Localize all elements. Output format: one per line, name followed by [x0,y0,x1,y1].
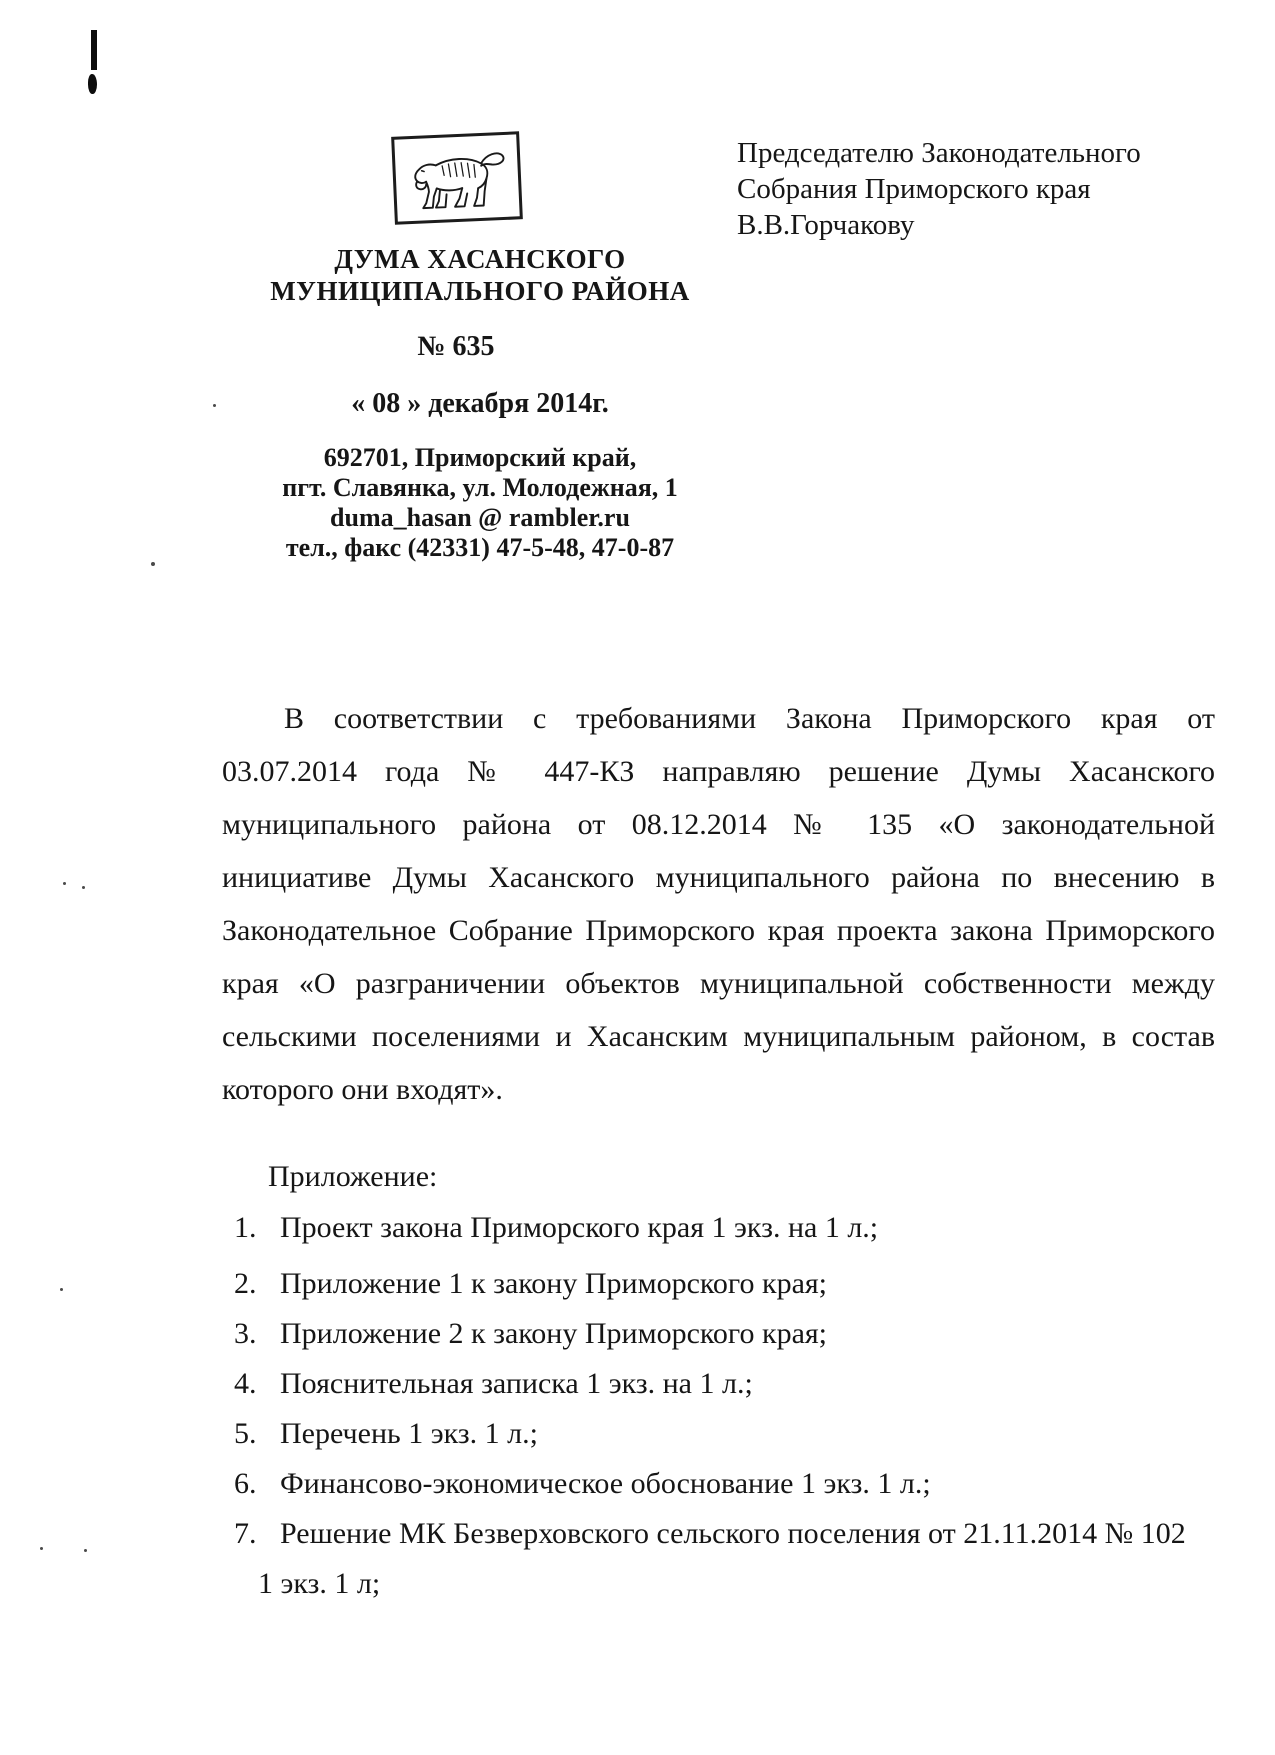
attachment-item-continuation: 1 экз. 1 л; [258,1567,381,1600]
body-line: которого они входят». [222,1073,503,1106]
body-line: края «О разграничении объектов муниципальной собственности между [222,967,1215,1000]
attachment-item-number: 6. [234,1467,257,1500]
org-address [250,443,710,563]
attachment-item-number: 7. [234,1517,257,1550]
body-paragraph [222,692,1215,1116]
addressee-line1: Председателю Законодательного [737,137,1141,169]
addressee-line2: Собрания Приморского края [737,173,1091,205]
tiger-emblem [391,131,523,224]
attachment-item [234,1416,1234,1452]
attachment-item-text: Приложение 2 к закону Приморского края; [280,1317,828,1350]
attachment-item [234,1466,1234,1502]
scan-artifact-dot [82,886,85,889]
attachments-list [234,1210,1234,1616]
attachment-item [234,1316,1234,1352]
attachment-item-number: 3. [234,1317,257,1350]
org-name [250,243,710,307]
attachments-title: Приложение: [268,1160,438,1193]
tiger-emblem-icon [402,141,513,216]
attachment-item-number: 4. [234,1367,257,1400]
body-line: 03.07.2014 года № 447-КЗ направляю решение Думы Хасанского [222,755,1215,788]
attachment-item [234,1210,1234,1246]
body-line: инициативе Думы Хасанского муниципального района по внесению в [222,861,1215,894]
org-name-line2: МУНИЦИПАЛЬНОГО РАЙОНА [270,276,690,306]
org-address-line1: 692701, Приморский край, [323,443,637,472]
addressee-line3: В.В.Горчакову [737,209,915,241]
scan-artifact-dot [151,562,155,566]
body-line: сельскими поселениями и Хасанским муниципальным районом, в состав [222,1020,1215,1053]
doc-number: № 635 [417,331,495,362]
addressee [737,135,1177,243]
attachment-item [234,1516,1234,1552]
attachment-item-text: Пояснительная записка 1 экз. на 1 л.; [280,1367,753,1400]
scan-artifact-bar [91,30,97,70]
scan-artifact-blob [88,74,97,94]
attachment-item-text: Проект закона Приморского края 1 экз. на 1 л.; [280,1211,879,1244]
body-line: муниципального района от 08.12.2014 № 135 «О законодательной [222,808,1215,841]
attachment-item-text: Перечень 1 экз. 1 л.; [280,1417,538,1450]
scan-artifact-dot [84,1549,87,1552]
scan-artifact-dot [63,882,66,885]
attachment-item-number: 5. [234,1417,257,1450]
scan-artifact-dot [40,1547,43,1550]
attachment-item-text: Решение МК Безверховского сельского поселения от 21.11.2014 № 102 [280,1517,1186,1550]
attachment-item-number: 1. [234,1211,257,1244]
attachment-item-text: Приложение 1 к закону Приморского края; [280,1267,828,1300]
org-address-email: duma_hasan @ rambler.ru [330,503,630,532]
doc-date: « 08 » декабря 2014г. [351,388,609,419]
org-name-line1: ДУМА ХАСАНСКОГО [334,244,626,274]
attachment-item [234,1266,1234,1302]
attachment-item [234,1366,1234,1402]
org-address-line2: пгт. Славянка, ул. Молодежная, 1 [282,473,678,502]
attachment-item-number: 2. [234,1267,257,1300]
attachment-item-text: Финансово-экономическое обоснование 1 экз. 1 л.; [280,1467,931,1500]
scan-artifact-dot [60,1288,63,1291]
body-line: В соответствии с требованиями Закона Приморского края от [284,702,1215,735]
org-address-phone: тел., факс (42331) 47-5-48, 47-0-87 [285,533,675,562]
body-line: Законодательное Собрание Приморского края проекта закона Приморского [222,914,1215,947]
scan-artifact-dot [213,404,216,407]
